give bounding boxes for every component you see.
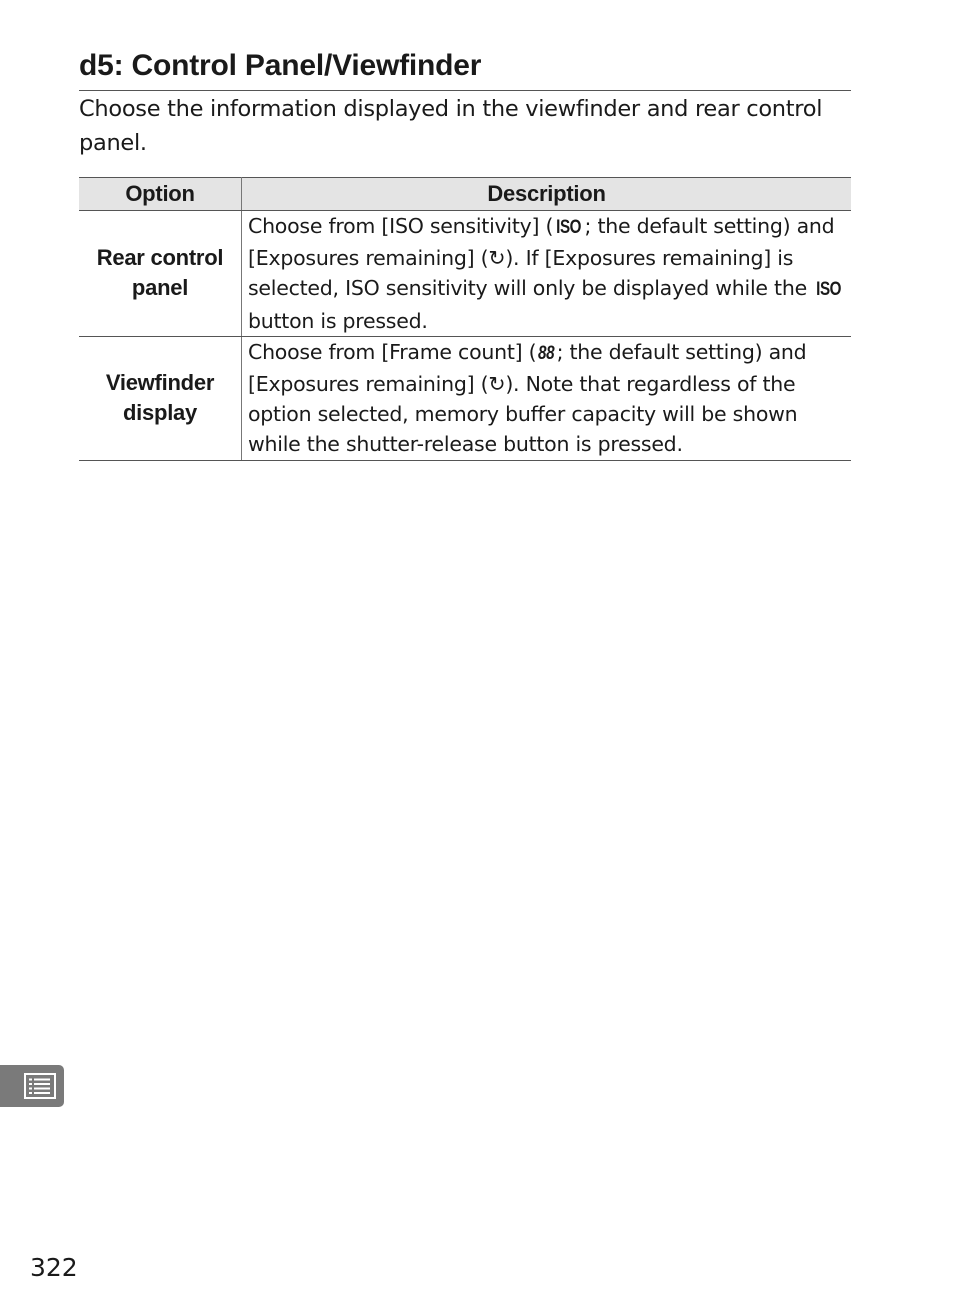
- desc-text: ). Note that regardless of the option selected, memory buffer capacity will be shown while the shutter-release button is pressed.: [248, 372, 798, 457]
- intro-paragraph: Choose the information displayed in the viewfinder and rear control panel.: [79, 96, 823, 156]
- iso-button-icon: ISO: [816, 279, 842, 301]
- custom-settings-menu-icon: [24, 1073, 56, 1099]
- frame-count-icon: 88: [538, 342, 555, 364]
- page-title: d5: Control Panel/Viewfinder: [79, 49, 482, 82]
- description-cell: [242, 211, 852, 337]
- exposures-remaining-icon: ↻: [488, 372, 506, 397]
- option-cell: [79, 211, 242, 337]
- page-number: 322: [30, 1253, 78, 1282]
- option-label: Viewfinder display: [105, 370, 215, 426]
- custom-settings-tab: [0, 1065, 64, 1107]
- column-header-description: Description: [242, 178, 852, 211]
- column-header-option: Option: [79, 178, 242, 211]
- description-cell: [242, 336, 852, 460]
- option-label: Rear control panel: [96, 245, 224, 301]
- table-row: [79, 336, 851, 460]
- desc-text: button is pressed.: [248, 308, 428, 333]
- desc-text: Choose from [Frame count] (: [248, 339, 537, 364]
- table-row: [79, 211, 851, 337]
- desc-text: ; the default setting) and [Exposures remaining] (: [248, 214, 835, 271]
- table-header-row: [79, 178, 851, 211]
- desc-text: ). If [Exposures remaining] is selected, ISO sensitivity will only be displayed while the: [248, 246, 814, 301]
- title-divider: [79, 90, 851, 91]
- options-table: [79, 177, 851, 461]
- exposures-remaining-icon: ↻: [488, 246, 506, 271]
- option-cell: [79, 336, 242, 460]
- desc-text: Choose from [ISO sensitivity] (: [248, 214, 554, 238]
- iso-icon: ISO: [556, 217, 582, 238]
- desc-text: ; the default setting) and [Exposures remaining] (: [248, 339, 807, 397]
